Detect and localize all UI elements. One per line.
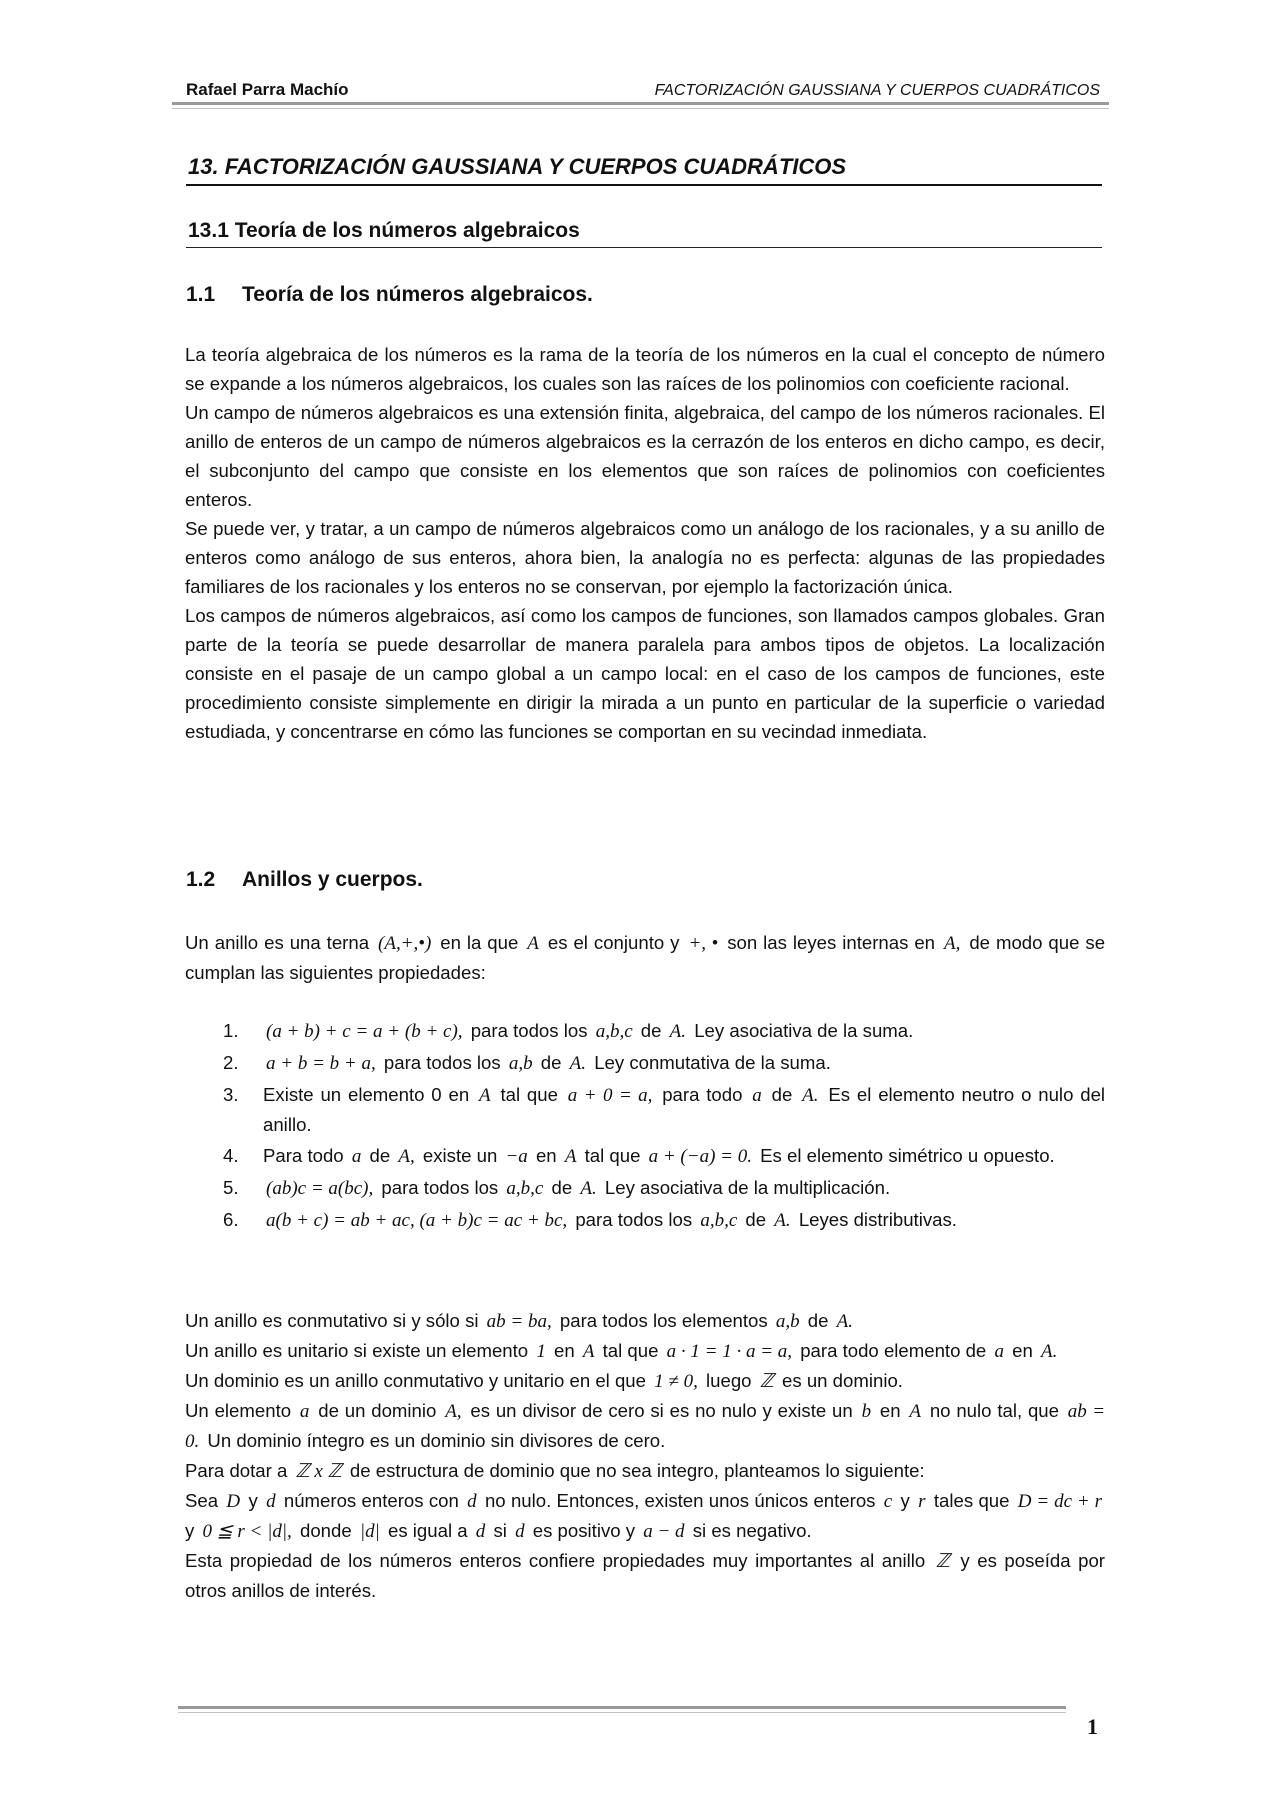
math: A. [569,1053,587,1074]
math: 1 ≠ 0, [654,1371,698,1392]
math: c [883,1491,893,1512]
math: A, [398,1146,415,1167]
list-number: 3. [223,1084,239,1105]
text: de estructura de dominio que no sea integro, planteamos lo siguiente: [349,1460,925,1481]
math: A. [1040,1341,1058,1362]
text: Es el elemento simétrico u opuesto. [760,1145,1055,1166]
paragraph [185,1396,1105,1456]
math: d [515,1521,525,1542]
subsection-heading-1-2 [186,868,423,892]
text: de modo que se cumplan las siguientes propiedades: [185,932,1106,983]
math: ℤ [935,1551,950,1572]
paragraph: Un campo de números algebraicos es una extensión finita, algebraica, del campo de los números racionales. El anillo de enteros de un campo de números algebraicos es la cerrazón de los enteros en dicho campo, es decir, el subconjunto del campo que consiste en los elementos que son raíces de polinomios con coeficientes enteros. [185,402,1105,510]
subsection-heading-1-1 [186,283,593,307]
math: d [467,1491,477,1512]
header-author: Rafael Parra Machío [186,80,349,99]
list-item [223,1080,1105,1139]
text: no nulo. Entonces, existen unos únicos enteros [484,1490,876,1511]
text: luego [706,1370,752,1391]
text: de [640,1020,662,1041]
text: Un anillo es conmutativo si y sólo si [185,1310,479,1331]
math: +, • [688,933,719,954]
text: para todos los elementos [559,1310,768,1331]
text: Existe un elemento 0 en [263,1084,470,1105]
text: de [540,1052,562,1073]
math: A [564,1146,577,1167]
subsection-body-1-1 [185,340,1105,746]
math: (A,+,•) [378,933,432,954]
math: a − d [643,1521,685,1542]
text: de [807,1310,829,1331]
subsection-number: 1.2 [186,868,216,891]
text: Para todo [263,1145,344,1166]
list-item [223,1173,1105,1203]
list-number: 4. [223,1145,239,1166]
paragraph [185,1366,1105,1396]
math: a + b = b + a, [266,1053,376,1074]
text: y [248,1490,258,1511]
paragraph: La teoría algebraica de los números es la rama de la teoría de los números en la cual el concepto de número se expande a los números algebraicos, los cuales son las raíces de los polinomios con coeficiente racional. [185,344,1105,394]
math: D = dc + r [1017,1491,1103,1512]
math: a + 0 = a, [567,1085,653,1106]
math: −a [505,1146,528,1167]
text: Leyes distributivas. [798,1209,957,1230]
text: Un elemento [185,1400,292,1421]
subsection-number: 1.1 [186,283,216,306]
text: y es poseída por otros anillos de interés. [185,1550,1105,1601]
text: existe un [422,1145,498,1166]
text: de [369,1145,391,1166]
math: a,b [508,1053,533,1074]
math: A. [836,1311,853,1332]
list-number: 6. [223,1209,239,1230]
text: es igual a [388,1520,468,1541]
text: de [745,1209,767,1230]
text: Es el elemento neutro o nulo del anillo. [263,1084,1106,1135]
text: de [771,1084,793,1105]
section-rule [186,247,1102,248]
text: Un anillo es unitario si existe un elemento [185,1340,529,1361]
text: Para dotar a [185,1460,288,1481]
text: es positivo y [532,1520,636,1541]
text: para todo elemento de [800,1340,987,1361]
text: en [879,1400,901,1421]
text: es el conjunto y [547,932,680,953]
math: 1 [536,1341,546,1362]
text: para todo [662,1084,743,1105]
list-item [223,1048,1105,1078]
math: a [752,1085,762,1106]
section-title: 13.1 Teoría de los números algebraicos [188,219,580,242]
math: A [527,933,539,954]
math: a · 1 = 1 · a = a, [666,1341,793,1362]
text: Ley conmutativa de la suma. [594,1052,831,1073]
math: A. [669,1021,687,1042]
chapter-rule [186,184,1102,186]
footer-rule [178,1706,1066,1709]
paragraph [185,1486,1105,1546]
text: tal que [500,1084,558,1105]
subsection-title: Anillos y cuerpos. [242,868,423,891]
text: números enteros con [283,1490,459,1511]
math: (a + b) + c = a + (b + c), [266,1021,463,1042]
math: a [299,1401,310,1422]
math: a + (−a) = 0. [648,1146,752,1167]
paragraph: Los campos de números algebraicos, así como los campos de funciones, son llamados campos globales. Gran parte de la teoría se puede desarrollar de manera paralela para ambos tipos de objetos. La localización consiste en el pasaje de un campo global a un campo local: en el caso de los campos de funciones, este procedimiento consiste simplemente en dirigir la mirada a un punto en particular de la superficie o variedad estudiada, y concentrarse en cómo las funciones se comportan en su vecindad inmediata. [185,605,1105,742]
page-number: 1 [1087,1714,1098,1739]
text: de [551,1177,573,1198]
paragraph [185,1456,1105,1486]
math: ℤ x ℤ [295,1461,342,1482]
ring-definitions-body [185,1306,1105,1605]
math: ℤ [759,1371,774,1392]
math: ab = ba, [486,1311,552,1332]
list-item [223,1016,1105,1046]
header-running-title: FACTORIZACIÓN GAUSSIANA Y CUERPOS CUADRÁTICOS [654,82,1100,99]
math: d [266,1491,276,1512]
list-item [223,1141,1105,1171]
math: a,b [775,1311,800,1332]
text: y [900,1490,910,1511]
text: es un divisor de cero si es no nulo y existe un [470,1400,853,1421]
text: tales que [933,1490,1010,1511]
math: (ab)c = a(bc), [266,1178,374,1199]
text: Un dominio íntegro es un dominio sin divisores de cero. [207,1430,666,1451]
text: Ley asociativa de la multiplicación. [604,1177,891,1198]
paragraph [185,1336,1105,1366]
header-rule-thin [172,108,1109,109]
ring-properties-list [223,1016,1105,1237]
math: A, [943,933,961,954]
text: para todos los [470,1020,588,1041]
math: A [582,1341,595,1362]
math: D [226,1491,241,1512]
text: Un anillo es una terna [185,932,370,953]
text: son las leyes internas en [727,932,936,953]
paragraph [185,1306,1105,1336]
math: a [351,1146,362,1167]
footer-rule-thin [178,1712,1066,1713]
text: si es negativo. [692,1520,812,1541]
math: a,b,c [595,1021,633,1042]
math: A. [580,1178,597,1199]
paragraph [185,1546,1105,1605]
text: Un dominio es un anillo conmutativo y unitario en el que [185,1370,646,1391]
text: para todos los [575,1209,693,1230]
math: d [475,1521,486,1542]
math: a(b + c) = ab + ac, (a + b)c = ac + bc, [266,1210,568,1231]
text: si [493,1520,507,1541]
text: tal que [602,1340,659,1361]
text: tal que [584,1145,641,1166]
math: |d| [359,1521,380,1542]
text: en la que [440,932,519,953]
text: es un dominio. [782,1370,903,1391]
text: no nulo tal, que [929,1400,1059,1421]
math: b [861,1401,872,1422]
list-number: 5. [223,1177,239,1198]
math: r [918,1491,926,1512]
ring-definition-intro [185,928,1105,987]
math: A. [774,1210,791,1231]
text: de un dominio [318,1400,437,1421]
list-number: 1. [223,1020,239,1041]
text: en [1012,1340,1033,1361]
text: en [535,1145,557,1166]
paragraph [185,928,1105,987]
paragraph: Se puede ver, y tratar, a un campo de números algebraicos como un análogo de los racionales, y a su anillo de enteros como análogo de sus enteros, ahora bien, la analogía no es perfecta: algunas de las propiedades familiares de los racionales y los enteros no se conservan, por ejemplo la factorización única. [185,518,1105,597]
list-number: 2. [223,1052,239,1073]
math: A. [802,1085,819,1106]
text: para todos los [381,1177,499,1198]
math: a,b,c [700,1210,738,1231]
math: a,b,c [506,1178,544,1199]
math: 0 ≦ r < |d|, [202,1521,292,1542]
list-item [223,1205,1105,1235]
text: para todos los [383,1052,501,1073]
header-rule [172,102,1109,105]
text: Sea [185,1490,219,1511]
math: A, [445,1401,462,1422]
chapter-title: 13. FACTORIZACIÓN GAUSSIANA Y CUERPOS CUADRÁTICOS [188,154,847,179]
math: a [994,1341,1004,1362]
math: ab = 0. [185,1401,1106,1452]
math: A [909,1401,922,1422]
text: Esta propiedad de los números enteros confiere propiedades muy importantes al anillo [185,1550,926,1571]
text: en [553,1340,575,1361]
text: donde [299,1520,352,1541]
math: A [479,1085,491,1106]
text: Ley asociativa de la suma. [694,1020,914,1041]
text: y [185,1520,195,1541]
subsection-title: Teoría de los números algebraicos. [242,283,593,306]
